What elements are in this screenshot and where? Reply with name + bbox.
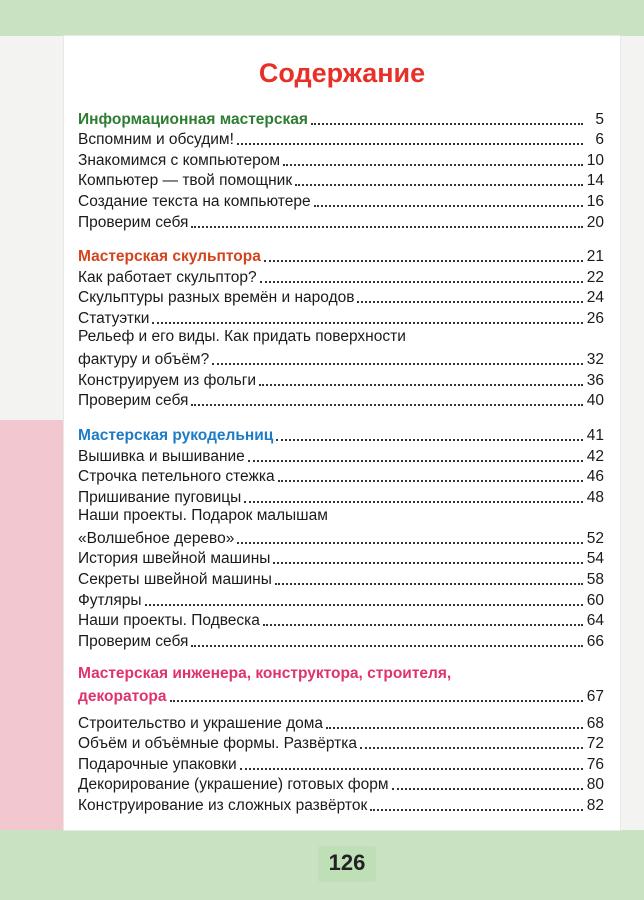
toc-item[interactable] xyxy=(78,211,604,232)
toc-item-label: Футляры xyxy=(78,591,142,609)
toc-item-label: Вспомним и обсудим! xyxy=(78,131,234,149)
dot-leader xyxy=(370,809,583,811)
toc-item[interactable] xyxy=(78,527,604,548)
dot-leader xyxy=(191,226,583,228)
toc-item-label: Как работает скульптор? xyxy=(78,268,257,286)
dot-leader xyxy=(191,404,583,406)
dot-leader xyxy=(283,164,583,166)
toc-item[interactable] xyxy=(78,170,604,191)
toc-item-label: Рельеф и его виды. Как придать поверхности xyxy=(78,327,406,345)
toc-item-page: 32 xyxy=(586,351,604,369)
toc-item-page: 64 xyxy=(586,612,604,630)
dot-leader xyxy=(326,727,583,729)
toc-item[interactable] xyxy=(78,390,604,411)
toc-item[interactable] xyxy=(78,486,604,507)
toc-item-page: 10 xyxy=(586,151,604,169)
toc-heading-label: декоратора xyxy=(78,688,167,706)
dot-leader xyxy=(295,184,583,186)
toc-item[interactable] xyxy=(78,287,604,308)
toc-item[interactable] xyxy=(78,266,604,287)
toc-item-label: «Волшебное дерево» xyxy=(78,529,235,547)
toc-item[interactable] xyxy=(78,589,604,610)
toc-heading-page: 21 xyxy=(586,248,604,266)
toc-item-page: 54 xyxy=(586,550,604,568)
background-top-band xyxy=(0,0,644,36)
toc-item-label: Знакомимся с компьютером xyxy=(78,151,281,169)
toc-item-page: 68 xyxy=(586,714,604,732)
toc-item-page: 76 xyxy=(586,755,604,773)
toc-heading-label: Информационная мастерская xyxy=(78,110,308,128)
toc-item-label: Декорирование (украшение) готовых форм xyxy=(78,776,389,794)
toc-item-page: 24 xyxy=(586,289,604,307)
toc-item-page: 66 xyxy=(586,632,604,650)
page-number: 126 xyxy=(328,850,366,875)
toc-item-page: 52 xyxy=(586,529,604,547)
dot-leader xyxy=(263,624,583,626)
toc-heading-label: Мастерская рукодельниц xyxy=(78,426,274,444)
toc-item-label: Пришивание пуговицы xyxy=(78,488,242,506)
toc-heading-line[interactable] xyxy=(78,665,604,686)
dot-leader xyxy=(275,583,583,585)
toc-item-page: 36 xyxy=(586,371,604,389)
toc-item-page: 80 xyxy=(586,776,604,794)
dot-leader xyxy=(311,123,583,125)
toc-heading-label: Мастерская инженера, конструктора, строителя, xyxy=(78,664,452,682)
toc-heading[interactable] xyxy=(78,108,604,129)
dot-leader xyxy=(191,645,583,647)
toc-item-label: Вышивка и вышивание xyxy=(78,447,245,465)
toc-section-engineer xyxy=(78,665,604,815)
dot-leader xyxy=(260,281,583,283)
dot-leader xyxy=(276,439,583,441)
dot-leader xyxy=(278,480,583,482)
dot-leader xyxy=(314,205,583,207)
page-title: Содержание xyxy=(258,58,426,88)
toc-item-label: Наши проекты. Подвеска xyxy=(78,612,260,630)
toc-item[interactable] xyxy=(78,369,604,390)
dot-leader xyxy=(240,768,583,770)
dot-leader xyxy=(145,604,584,606)
toc-item[interactable] xyxy=(78,129,604,150)
toc-heading-label: Мастерская скульптора xyxy=(78,248,261,266)
dot-leader xyxy=(170,700,583,702)
toc-item-label: Объём и объёмные формы. Развёртка xyxy=(78,735,357,753)
table-of-contents xyxy=(78,108,604,829)
toc-item-page: 22 xyxy=(586,268,604,286)
dot-leader xyxy=(237,143,583,145)
toc-item-label: Подарочные упаковки xyxy=(78,755,237,773)
toc-section-needlework xyxy=(78,424,604,651)
toc-item-label: Конструирование из сложных развёрток xyxy=(78,797,368,814)
dot-leader xyxy=(357,301,583,303)
toc-item-label: Проверим себя xyxy=(78,632,189,650)
dot-leader xyxy=(248,460,583,462)
toc-item-page: 20 xyxy=(586,213,604,231)
toc-item[interactable] xyxy=(78,466,604,487)
toc-item[interactable] xyxy=(78,307,604,328)
toc-section-sculptor xyxy=(78,246,604,411)
toc-item[interactable] xyxy=(78,507,604,528)
dot-leader xyxy=(237,542,583,544)
toc-item-page: 40 xyxy=(586,392,604,410)
toc-item-label: Компьютер — твой помощник xyxy=(78,172,293,190)
dot-leader xyxy=(264,260,583,262)
toc-item[interactable] xyxy=(78,190,604,211)
toc-item-page: 46 xyxy=(586,468,604,486)
toc-item[interactable] xyxy=(78,149,604,170)
toc-heading[interactable] xyxy=(78,246,604,267)
toc-item-page: 14 xyxy=(586,172,604,190)
toc-item-label: История швейной машины xyxy=(78,550,271,568)
dot-leader xyxy=(392,788,583,790)
toc-item-label: Скульптуры разных времён и народов xyxy=(78,289,355,307)
content-page xyxy=(64,36,620,830)
toc-heading[interactable] xyxy=(78,424,604,445)
toc-item-label: Строчка петельного стежка xyxy=(78,468,275,486)
toc-item[interactable] xyxy=(78,568,604,589)
toc-item-page: 60 xyxy=(586,591,604,609)
dot-leader xyxy=(360,747,583,749)
toc-heading-page: 41 xyxy=(586,426,604,444)
toc-item-label: фактуру и объём? xyxy=(78,351,210,369)
toc-item[interactable] xyxy=(78,610,604,631)
toc-item-label: Секреты швейной машины xyxy=(78,571,272,589)
toc-item-page: 26 xyxy=(586,309,604,327)
toc-item-page: 48 xyxy=(586,488,604,506)
toc-item[interactable] xyxy=(78,548,604,569)
toc-item-label: Создание текста на компьютере xyxy=(78,192,311,210)
toc-item[interactable] xyxy=(78,774,604,795)
dot-leader xyxy=(259,384,583,386)
toc-item-page: 58 xyxy=(586,571,604,589)
toc-item-label: Проверим себя xyxy=(78,213,189,231)
toc-item-label: Проверим себя xyxy=(78,392,189,410)
toc-item[interactable] xyxy=(78,328,604,349)
toc-item-page: 6 xyxy=(595,131,604,149)
toc-item[interactable] xyxy=(78,794,604,815)
toc-item-label: Строительство и украшение дома xyxy=(78,714,324,732)
toc-item-label: Конструируем из фольги xyxy=(78,371,257,389)
dot-leader xyxy=(212,363,583,365)
toc-item[interactable] xyxy=(78,712,604,733)
dot-leader xyxy=(152,322,583,324)
toc-heading-page: 5 xyxy=(595,110,604,128)
dot-leader xyxy=(244,501,583,503)
toc-item-label: Статуэтки xyxy=(78,309,150,327)
dot-leader xyxy=(273,562,583,564)
toc-item-page: 42 xyxy=(586,447,604,465)
toc-item-page: 82 xyxy=(586,797,604,814)
toc-section-informational xyxy=(78,108,604,232)
toc-item[interactable] xyxy=(78,349,604,370)
toc-item-label: Наши проекты. Подарок малышам xyxy=(78,506,328,524)
toc-item[interactable] xyxy=(78,753,604,774)
toc-item-page: 16 xyxy=(586,192,604,210)
toc-item[interactable] xyxy=(78,630,604,651)
toc-heading-page: 67 xyxy=(586,688,604,706)
toc-item[interactable] xyxy=(78,733,604,754)
toc-item-page: 72 xyxy=(586,735,604,753)
toc-item[interactable] xyxy=(78,445,604,466)
toc-heading[interactable] xyxy=(78,685,604,706)
